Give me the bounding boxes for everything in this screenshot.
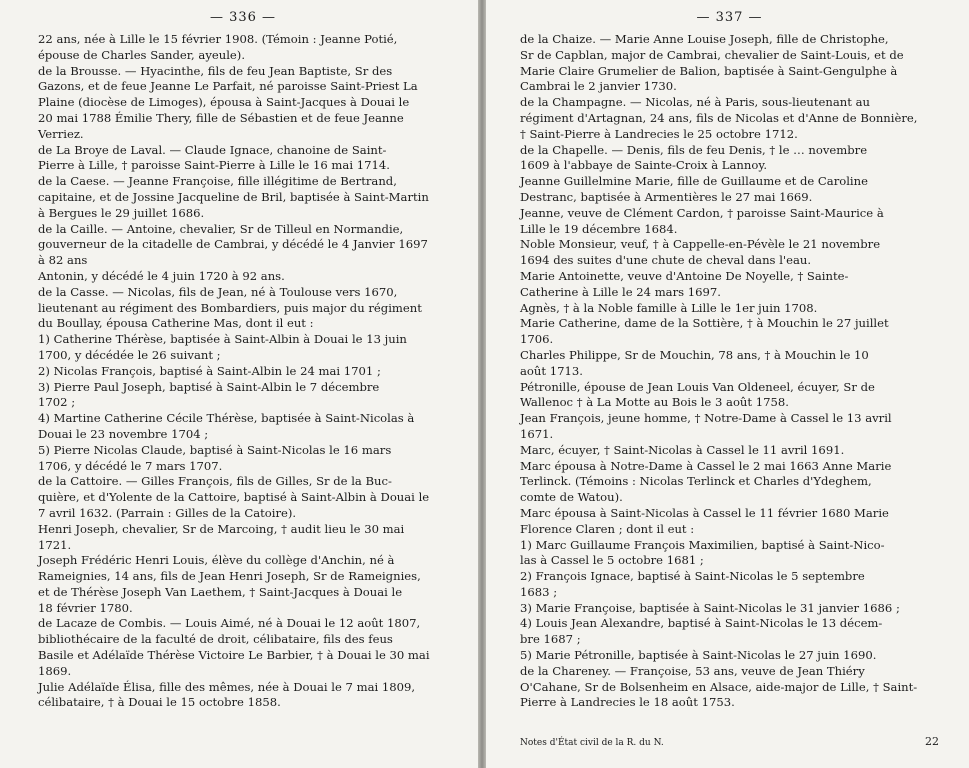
- page-footer: [520, 735, 939, 748]
- left-page-number: — 336 —: [209, 10, 277, 25]
- left-page: [0, 0, 478, 768]
- left-page-text: 22 ans, née à Lille le 15 février 1908. (Témoin : Jeanne Potié, épouse de Charles Sander, ayeule). de la Brousse. — Hyacinthe, fils de feu Jean Baptiste, Sr des Gazons, et de feue Jeanne Le Parfait, né paroisse Saint-Priest La Plaine (diocèse de Limoges), épousa à Saint-Jacques à Douai le 20 mai 1788 Émilie Thery, fille de Sébastien et de feue Jeanne Verriez. de La Broye de Laval. — Claude Ignace, chanoine de Saint- Pierre à Lille, † paroisse Saint-Pierre à Lille le 16 mai 1714. de la Caese. — Jeanne Françoise, fille illégitime de Bertrand, capitaine, et de Jossine Jacqueline de Bril, baptisée à Saint-Martin à Bergues le 29 juillet 1686. de la Caille. — Antoine, chevalier, Sr de Tilleul en Normandie, gouverneur de la citadelle de Cambrai, y décédé le 4 Janvier 1697 à 82 ans Antonin, y décédé le 4 juin 1720 à 92 ans. de la Casse. — Nicolas, fils de Jean, né à Toulouse vers 1670, lieutenant au régiment des Bombardiers, puis major du régiment du Boullay, épousa Catherine Mas, dont il eut : 1) Catherine Thérèse, baptisée à Saint-Albin à Douai le 13 juin 1700, y décédée le 26 suivant ; 2) Nicolas François, baptisé à Saint-Albin le 24 mai 1701 ; 3) Pierre Paul Joseph, baptisé à Saint-Albin le 7 décembre 1702 ; 4) Martine Catherine Cécile Thérèse, baptisée à Saint-Nicolas à Douai le 23 novembre 1704 ; 5) Pierre Nicolas Claude, baptisé à Saint-Nicolas le 16 mars 1706, y décédé le 7 mars 1707. de la Cattoire. — Gilles François, fils de Gilles, Sr de la Buc- quière, et d'Yolente de la Cattoire, baptisé à Saint-Albin à Douai le 7 avril 1632. (Parrain : Gilles de la Catoire). Henri Joseph, chevalier, Sr de Marcoing, † audit lieu le 30 mai 1721. Joseph Frédéric Henri Louis, élève du collège d'Anchin, né à Rameignies, 14 ans, fils de Jean Henri Joseph, Sr de Rameignies, et de Thérèse Joseph Van Laethem, † Saint-Jacques à Douai le 18 février 1780. de Lacaze de Combis. — Louis Aimé, né à Douai le 12 août 1807, bibliothécaire de la faculté de droit, célibataire, fils des feus Basile et Adélaïde Thérèse Victoire Le Barbier, † à Douai le 30 mai 1869. Julie Adélaïde Élisa, fille des mêmes, née à Douai le 7 mai 1809, célibataire, † à Douai le 15 octobre 1858.: [38, 32, 430, 710]
- signature-mark: 22: [925, 735, 939, 748]
- book-gutter: [478, 0, 486, 768]
- right-page-text: de la Chaize. — Marie Anne Louise Joseph, fille de Christophe, Sr de Capblan, major de Cambrai, chevalier de Saint-Louis, et de Marie Claire Grumelier de Balion, baptisée à Saint-Gengulphe à Cambrai le 2 janvier 1730. de la Champagne. — Nicolas, né à Paris, sous-lieutenant au régiment d'Artagnan, 24 ans, fils de Nicolas et d'Anne de Bonnière, † Saint-Pierre à Landrecies le 25 octobre 1712. de la Chapelle. — Denis, fils de feu Denis, † le … novembre 1609 à l'abbaye de Sainte-Croix à Lannoy. Jeanne Guillelmine Marie, fille de Guillaume et de Caroline Destranc, baptisée à Armentières le 27 mai 1669. Jeanne, veuve de Clément Cardon, † paroisse Saint-Maurice à Lille le 19 décembre 1684. Noble Monsieur, veuf, † à Cappelle-en-Pévèle le 21 novembre 1694 des suites d'une chute de cheval dans l'eau. Marie Antoinette, veuve d'Antoine De Noyelle, † Sainte- Catherine à Lille le 24 mars 1697. Agnès, † à la Noble famille à Lille le 1er juin 1708. Marie Catherine, dame de la Sottière, † à Mouchin le 27 juillet 1706. Charles Philippe, Sr de Mouchin, 78 ans, † à Mouchin le 10 août 1713. Pétronille, épouse de Jean Louis Van Oldeneel, écuyer, Sr de Wallenoc † à La Motte au Bois le 3 août 1758. Jean François, jeune homme, † Notre-Dame à Cassel le 13 avril 1671. Marc, écuyer, † Saint-Nicolas à Cassel le 11 avril 1691. Marc épousa à Notre-Dame à Cassel le 2 mai 1663 Anne Marie Terlinck. (Témoins : Nicolas Terlinck et Charles d'Ydeghem, comte de Watou). Marc épousa à Saint-Nicolas à Cassel le 11 février 1680 Marie Florence Claren ; dont il eut : 1) Marc Guillaume François Maximilien, baptisé à Saint-Nico- las à Cassel le 5 octobre 1681 ; 2) François Ignace, baptisé à Saint-Nicolas le 5 septembre 1683 ; 3) Marie Françoise, baptisée à Saint-Nicolas le 31 janvier 1686 ; 4) Louis Jean Alexandre, baptisé à Saint-Nicolas le 13 décem- bre 1687 ; 5) Marie Pétronille, baptisée à Saint-Nicolas le 27 juin 1690. de la Chareney. — Françoise, 53 ans, veuve de Jean Thiéry O'Cahane, Sr de Bolsenheim en Alsace, aide-major de Lille, † Saint- Pierre à Landrecies le 18 août 1753.: [520, 32, 918, 710]
- footer-note: Notes d'État civil de la R. du N.: [520, 738, 664, 748]
- right-page-number: — 337 —: [696, 10, 763, 25]
- right-page: [486, 0, 969, 768]
